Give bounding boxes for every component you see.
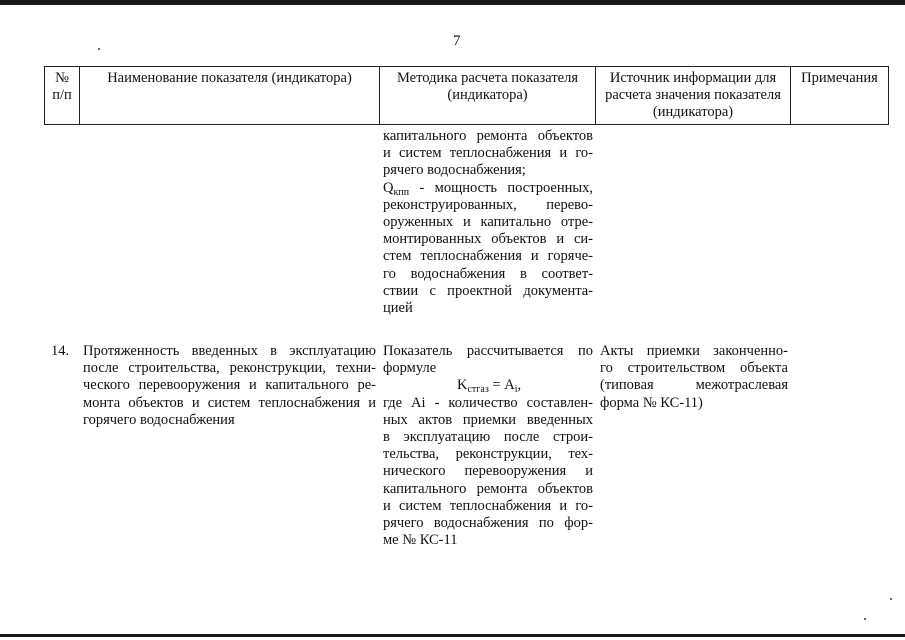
top-border: [0, 0, 905, 5]
header-source-line2: расчета значения показателя: [605, 87, 781, 103]
cont-line: рячего водоснабжения;: [383, 162, 526, 179]
header-num: [44, 66, 79, 125]
header-notes: [790, 66, 889, 125]
cont-line-q: [383, 180, 593, 197]
scan-speck: [864, 618, 866, 620]
formula-k-sub: стгаз: [467, 384, 489, 396]
scan-speck: [98, 48, 100, 50]
header-source: [595, 66, 790, 125]
cont-line: и систем теплоснабжения и го-: [383, 145, 593, 162]
method-line: где Ai - количество составлен-: [383, 394, 593, 411]
cont-line: реконструированных, перево-: [383, 196, 593, 213]
q-symbol: Q: [383, 179, 394, 196]
header-name-text: Наименование показателя (индикатора): [107, 70, 352, 86]
bottom-border: [0, 634, 905, 637]
cont-line: ствии с проектной документа-: [383, 282, 593, 299]
method-line: Показатель рассчитывается по: [383, 343, 593, 359]
q-definition: - мощность построенных,: [409, 179, 593, 196]
name-line: ческого перевооружения и капитального ре-: [83, 377, 376, 394]
name-line: монта объектов и систем теплоснабжения и: [83, 394, 376, 411]
header-method: [379, 66, 595, 125]
row14-number: 14.: [51, 343, 70, 359]
formula-eq: = A: [488, 377, 515, 394]
method-line: тельства, реконструкции, тех-: [383, 446, 593, 463]
formula-a-sub: i: [514, 384, 518, 396]
page-number: 7: [453, 33, 461, 49]
row14-name: [83, 343, 376, 429]
name-line: Протяженность введенных в эксплуатацию: [83, 343, 376, 359]
method-line: нического перевооружения и: [383, 463, 593, 480]
header-method-line1: Методика расчета показателя: [396, 70, 578, 86]
cont-line: стем теплоснабжения и горяче-: [383, 248, 593, 265]
q-subscript: кпп: [393, 186, 410, 198]
name-line: горячего водоснабжения: [83, 411, 235, 428]
method-line: и систем теплоснабжения и го-: [383, 497, 593, 514]
method-line: рячего водоснабжения по фор-: [383, 515, 593, 532]
method-line: ных актов приемки введенных: [383, 411, 593, 428]
cont-line: капитального ремонта объектов: [383, 128, 593, 144]
method-line: формуле: [383, 360, 437, 377]
source-line: Акты приемки законченно-: [600, 343, 788, 359]
formula-k: K: [457, 377, 468, 394]
cont-line: цией: [383, 300, 413, 317]
source-line: (типовая межотраслевая: [600, 377, 788, 394]
formula-end: ,: [517, 377, 522, 394]
scan-speck: [890, 598, 892, 600]
header-name: [79, 66, 379, 125]
method-line: ме № КС-11: [383, 532, 458, 549]
header-method-line2: (индикатора): [447, 87, 528, 103]
row14-method: [383, 343, 593, 549]
cont-line: монтированных объектов и си-: [383, 231, 593, 248]
source-line: форма № КС-11): [600, 394, 703, 411]
source-line: го строительством объекта: [600, 360, 788, 377]
header-source-line1: Источник информации для: [609, 70, 777, 86]
cont-line: оруженных и капитально отре-: [383, 214, 593, 231]
header-num-line1: №: [55, 70, 69, 86]
name-line: после строительства, реконструкции, техни-: [83, 360, 376, 377]
method-line: в эксплуатацию после строи-: [383, 429, 593, 446]
header-notes-text: Примечания: [801, 70, 878, 86]
continuation-method: [383, 128, 593, 317]
cont-line: го водоснабжения в соответ-: [383, 265, 593, 282]
method-line: капитального ремонта объектов: [383, 480, 593, 497]
row14-source: [600, 343, 788, 412]
header-source-line3: (индикатора): [652, 104, 734, 120]
header-num-line2: п/п: [52, 87, 72, 103]
formula: [383, 377, 593, 394]
